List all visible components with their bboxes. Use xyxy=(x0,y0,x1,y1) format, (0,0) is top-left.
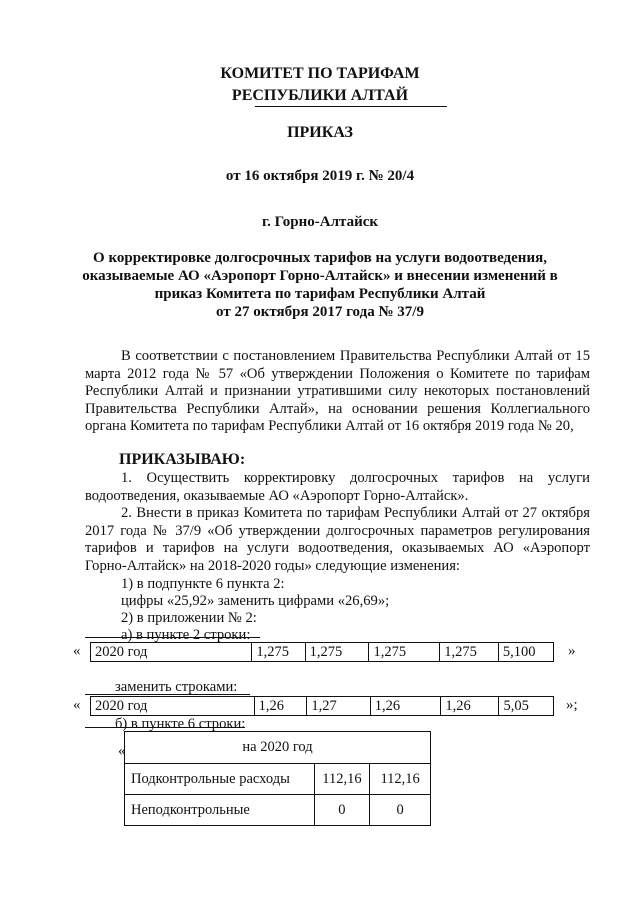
order-date: от 16 октября 2019 г. № 20/4 xyxy=(225,168,415,184)
table6-open-quote: « xyxy=(118,743,126,759)
subitem-1: 1) в подпункте 6 пункта 2: xyxy=(121,576,285,592)
table6-row1-value-1: 112,16 xyxy=(314,764,370,795)
table6-row2-value-1: 0 xyxy=(314,795,370,826)
order-title: ПРИКАЗ xyxy=(287,124,353,141)
subject-line-4: от 27 октября 2017 года № 37/9 xyxy=(216,304,424,320)
table6-row2-label: Неподконтрольные xyxy=(125,795,315,826)
row-new-value-1: 1,26 xyxy=(254,697,307,716)
table-row xyxy=(91,697,554,716)
row-old-year: 2020 год xyxy=(91,643,252,662)
replace-label: заменить строками: xyxy=(115,679,238,695)
table6-row1-label: Подконтрольные расходы xyxy=(125,764,315,795)
subitem-2a-underline xyxy=(85,637,260,638)
subitem-2b-underline xyxy=(85,727,245,728)
subitem-2b: б) в пункте 6 строки: xyxy=(115,716,246,732)
row-old-value-5: 5,100 xyxy=(498,643,553,662)
subject-line-3: приказ Комитета по тарифам Республики Алтай xyxy=(154,286,486,302)
committee-name-line2: РЕСПУБЛИКИ АЛТАЙ xyxy=(231,87,409,104)
preamble-paragraph: В соответствии с постановлением Правительства Республики Алтай от 15 марта 2012 года № 57 «Об утверждении Положения о Комитете по тарифам Республики Алтай и признании утратившими силу некоторых постановлений Правительства Республики Алтай», на основании решения Коллегиального органа Комитета по тарифам Республики Алтай от 16 октября 2019 года № 20, xyxy=(85,348,590,434)
order-city: г. Горно-Алтайск xyxy=(261,214,379,230)
row-old-value-2: 1,275 xyxy=(305,643,369,662)
table-row xyxy=(125,732,431,764)
subject-line-2: оказываемые АО «Аэропорт Горно-Алтайск» и внесении изменений в xyxy=(82,268,558,284)
replace-label-underline xyxy=(85,694,250,695)
row-new-open-quote: « xyxy=(73,697,81,713)
table-row xyxy=(91,643,554,662)
table6-row1-value-2: 112,16 xyxy=(370,764,431,795)
table6-row2-value-2: 0 xyxy=(370,795,431,826)
row-old-value-3: 1,275 xyxy=(369,643,440,662)
table6 xyxy=(124,731,431,826)
table-row xyxy=(125,795,431,826)
subitem-2: 2) в приложении № 2: xyxy=(121,610,257,626)
subitem-2a: а) в пункте 2 строки: xyxy=(121,627,251,643)
row-old-table xyxy=(90,642,554,662)
header-underline xyxy=(255,106,447,107)
row-new-close-quote: »; xyxy=(566,697,578,713)
row-old-value-4: 1,275 xyxy=(440,643,499,662)
row-new-value-5: 5,05 xyxy=(499,697,554,716)
order-word: ПРИКАЗЫВАЮ: xyxy=(119,451,246,468)
row-old-close-quote: » xyxy=(568,643,576,659)
row-new-year: 2020 год xyxy=(91,697,255,716)
table-row xyxy=(125,764,431,795)
row-new-value-3: 1,26 xyxy=(370,697,441,716)
row-new-value-2: 1,27 xyxy=(307,697,370,716)
subitem-1-text: цифры «25,92» заменить цифрами «26,69»; xyxy=(121,593,390,609)
row-new-table xyxy=(90,696,554,716)
table6-header: на 2020 год xyxy=(125,732,431,764)
item-1-paragraph: 1. Осуществить корректировку долгосрочных тарифов на услуги водоотведения, оказываемые АО «Аэропорт Горно-Алтайск». xyxy=(85,470,590,504)
subject-line-1: О корректировке долгосрочных тарифов на услуги водоотведения, xyxy=(93,250,547,266)
item-2-paragraph: 2. Внести в приказ Комитета по тарифам Республики Алтай от 27 октября 2017 года № 37/9 «Об утверждении долгосрочных параметров регулирования тарифов и тарифов на услуги водоотведения, оказываемых АО «Аэропорт Горно-Алтайск» на 2018-2020 годы» следующие изменения: xyxy=(85,505,590,574)
row-old-open-quote: « xyxy=(73,643,81,659)
row-new-value-4: 1,26 xyxy=(441,697,499,716)
committee-name-line1: КОМИТЕТ ПО ТАРИФАМ xyxy=(220,65,420,82)
row-old-value-1: 1,275 xyxy=(252,643,305,662)
